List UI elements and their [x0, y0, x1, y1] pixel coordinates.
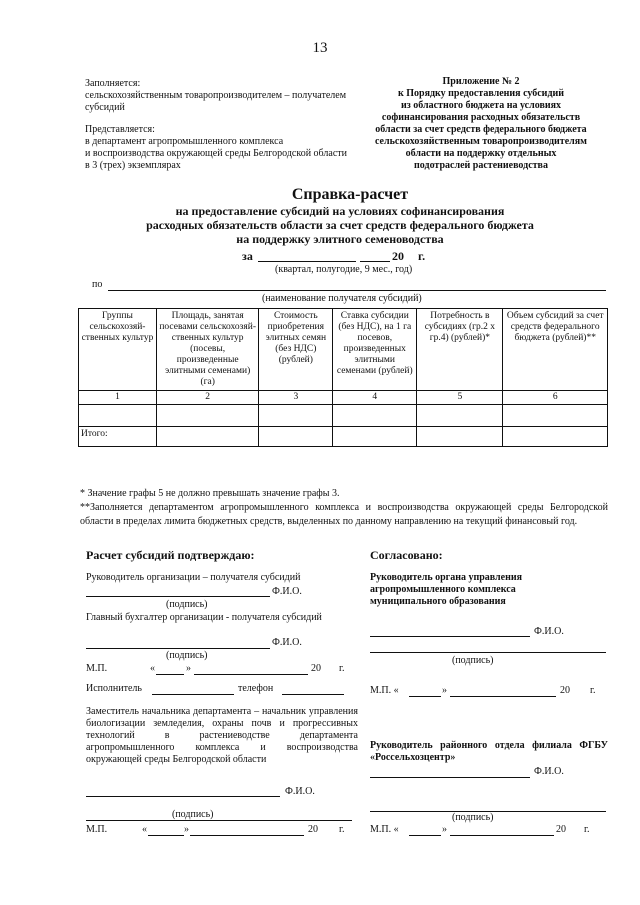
column-header: Объем субсидий за счет средств федерального бюджета (рублей)** — [503, 309, 608, 391]
table-cell[interactable] — [259, 427, 333, 447]
right-date-quote-close: » — [442, 685, 447, 696]
appendix-line: подотраслей растениеводства — [414, 160, 548, 171]
branch-head-label: Руководитель районного отдела филиала ФГБУ «Россельхозцентр» — [370, 740, 608, 763]
appendix-line: софинансирования расходных обязательств — [381, 112, 581, 123]
deputy-signature-hint: (подпись) — [172, 809, 214, 820]
appendix-line: области на поддержку отдельных — [405, 148, 557, 159]
date-day-line-2[interactable] — [148, 835, 184, 836]
total-row — [79, 427, 608, 447]
deputy-label: Заместитель начальника департамента – начальник управления биологизации земледелия, охраны почв и прогрессивных технологий в растениеводстве департамента агропромышленного комплекса и воспроизводства окружающей среды Белгородской области — [86, 706, 358, 765]
municipal-head-extra-line[interactable] — [370, 652, 606, 653]
filled-by-label: Заполняется: — [85, 78, 141, 89]
head-org-signature-hint: (подпись) — [166, 599, 208, 610]
column-number: 3 — [259, 391, 333, 405]
appendix-line: Приложение № 2 — [442, 76, 520, 87]
date-quote-close: » — [186, 663, 191, 674]
footnote-1: * Значение графы 5 не должно превышать значение графы 3. — [80, 488, 340, 499]
appendix-line: сельскохозяйственным товаропроизводителям — [374, 136, 587, 147]
table-cell[interactable] — [156, 405, 259, 427]
recipient-prefix: по — [92, 279, 103, 290]
subtitle-line: на поддержку элитного семеноводства — [236, 232, 444, 246]
municipal-head-fio: Ф.И.О. — [534, 626, 564, 637]
date-quote-open-2: « — [142, 824, 147, 835]
appendix-line: к Порядку предоставления субсидий — [397, 88, 565, 99]
document-title: Справка-расчет — [291, 186, 409, 203]
table-cell[interactable] — [79, 405, 157, 427]
right-date-quote-close-2: » — [442, 824, 447, 835]
period-year: 20 — [392, 249, 404, 263]
column-number: 5 — [417, 391, 503, 405]
date-month-line-2[interactable] — [190, 835, 304, 836]
deputy-fio: Ф.И.О. — [285, 786, 315, 797]
column-header: Площадь, занятая посевами сельскохозяй-ственных культур (посевы, произведенные элитными семенами) (га) — [156, 309, 259, 391]
branch-head-signature-hint: (подпись) — [452, 812, 494, 823]
column-number: 2 — [156, 391, 259, 405]
subtitle-line: на предоставление субсидий на условиях софинансирования — [175, 204, 505, 218]
accountant-signature-line[interactable] — [86, 648, 270, 649]
right-date-year-suffix: г. — [590, 685, 596, 696]
right-date-year: 20 — [560, 685, 570, 696]
table-cell[interactable] — [503, 405, 608, 427]
column-number-row — [79, 391, 608, 405]
date-year: 20 — [311, 663, 321, 674]
head-org-label: Руководитель организации – получателя субсидий — [86, 572, 301, 583]
right-date-day-line[interactable] — [409, 696, 441, 697]
table-cell[interactable] — [259, 405, 333, 427]
appendix-line: области за счет средств федерального бюджета — [375, 124, 587, 135]
deputy-signature-line[interactable] — [86, 796, 280, 797]
table-cell[interactable] — [333, 427, 417, 447]
head-org-signature-line[interactable] — [86, 596, 270, 597]
period-suffix: г. — [418, 249, 426, 263]
right-date-day-line-2[interactable] — [409, 835, 441, 836]
subtitle-block — [60, 204, 620, 246]
page-number: 13 — [312, 40, 328, 56]
submitted-to-line-3: в 3 (трех) экземплярах — [85, 160, 181, 171]
date-quote-close-2: » — [184, 824, 189, 835]
subsidy-table — [78, 308, 608, 447]
table-row — [79, 405, 608, 427]
right-date-year-suffix-2: г. — [584, 824, 590, 835]
executor-line[interactable] — [152, 694, 234, 695]
right-date-month-line[interactable] — [450, 696, 556, 697]
accountant-label: Главный бухгалтер организации - получателя субсидий — [86, 612, 322, 623]
right-date-month-line-2[interactable] — [450, 835, 554, 836]
executor-label: Исполнитель — [86, 683, 142, 694]
accountant-signature-hint: (подпись) — [166, 650, 208, 661]
total-label: Итого: — [79, 427, 157, 447]
stamp-label-2: М.П. — [86, 824, 108, 835]
submitted-to-line-1: в департамент агропромышленного комплекса — [85, 136, 284, 147]
right-stamp-label: М.П. « — [370, 685, 399, 696]
column-header: Группы сельскохозяй-ственных культур — [79, 309, 157, 391]
agreed-heading: Согласовано: — [370, 548, 443, 562]
right-stamp-label-2: М.П. « — [370, 824, 399, 835]
table-cell[interactable] — [156, 427, 259, 447]
date-day-line[interactable] — [156, 674, 184, 675]
table-cell[interactable] — [417, 427, 503, 447]
footnote-2: **Заполняется департаментом агропромышленного комплекса и воспроизводства окружающей среды Белгородской области в пределах лимита бюджетных средств, выделенных по данному направлению на текущий финансовый год. — [80, 502, 608, 527]
column-header: Ставка субсидии (без НДС), на 1 га посевов, произведенных элитными семенами (рублей) — [333, 309, 417, 391]
table-cell[interactable] — [503, 427, 608, 447]
period-hint: (квартал, полугодие, 9 мес., год) — [275, 264, 413, 275]
confirm-heading: Расчет субсидий подтверждаю: — [86, 548, 255, 562]
column-header: Потребность в субсидиях (гр.2 х гр.4) (рублей)* — [417, 309, 503, 391]
appendix-block — [340, 76, 622, 172]
recipient-blank[interactable] — [108, 290, 606, 291]
table-header-row — [79, 309, 608, 391]
recipient-hint: (наименование получателя субсидий) — [262, 293, 422, 304]
right-date-year-2: 20 — [556, 824, 566, 835]
branch-head-signature-line[interactable] — [370, 777, 530, 778]
date-year-suffix: г. — [339, 663, 345, 674]
appendix-line: из областного бюджета на условиях — [400, 100, 562, 111]
date-year-suffix-2: г. — [339, 824, 345, 835]
date-year-2: 20 — [308, 824, 318, 835]
subtitle-line: расходных обязательств области за счет средств федерального бюджета — [146, 218, 534, 232]
submitted-to-line-2: и воспроизводства окружающей среды Белгородской области — [85, 148, 347, 159]
phone-line[interactable] — [282, 694, 344, 695]
municipal-head-signature-line[interactable] — [370, 636, 530, 637]
date-month-line[interactable] — [194, 674, 308, 675]
table-cell[interactable] — [417, 405, 503, 427]
submitted-to-label: Представляется: — [85, 124, 155, 135]
municipal-head-signature-hint: (подпись) — [452, 655, 494, 666]
filled-by-text: сельскохозяйственным товаропроизводителем – получателем субсидий — [85, 90, 347, 113]
column-number: 4 — [333, 391, 417, 405]
table-cell[interactable] — [333, 405, 417, 427]
column-number: 1 — [79, 391, 157, 405]
accountant-fio: Ф.И.О. — [272, 637, 302, 648]
column-number: 6 — [503, 391, 608, 405]
head-org-fio: Ф.И.О. — [272, 586, 302, 597]
municipal-head-label: Руководитель органа управления агропромышленного комплекса муниципального образования — [370, 572, 523, 607]
phone-label: телефон — [238, 683, 274, 694]
deputy-extra-line[interactable] — [86, 820, 352, 821]
period-prefix: за — [242, 249, 253, 263]
stamp-label: М.П. — [86, 663, 108, 674]
column-header: Стоимость приобретения элитных семян (без НДС) (рублей) — [259, 309, 333, 391]
date-quote-open: « — [150, 663, 155, 674]
period-blank-year[interactable] — [360, 261, 390, 262]
branch-head-fio: Ф.И.О. — [534, 766, 564, 777]
period-blank[interactable] — [258, 261, 356, 262]
